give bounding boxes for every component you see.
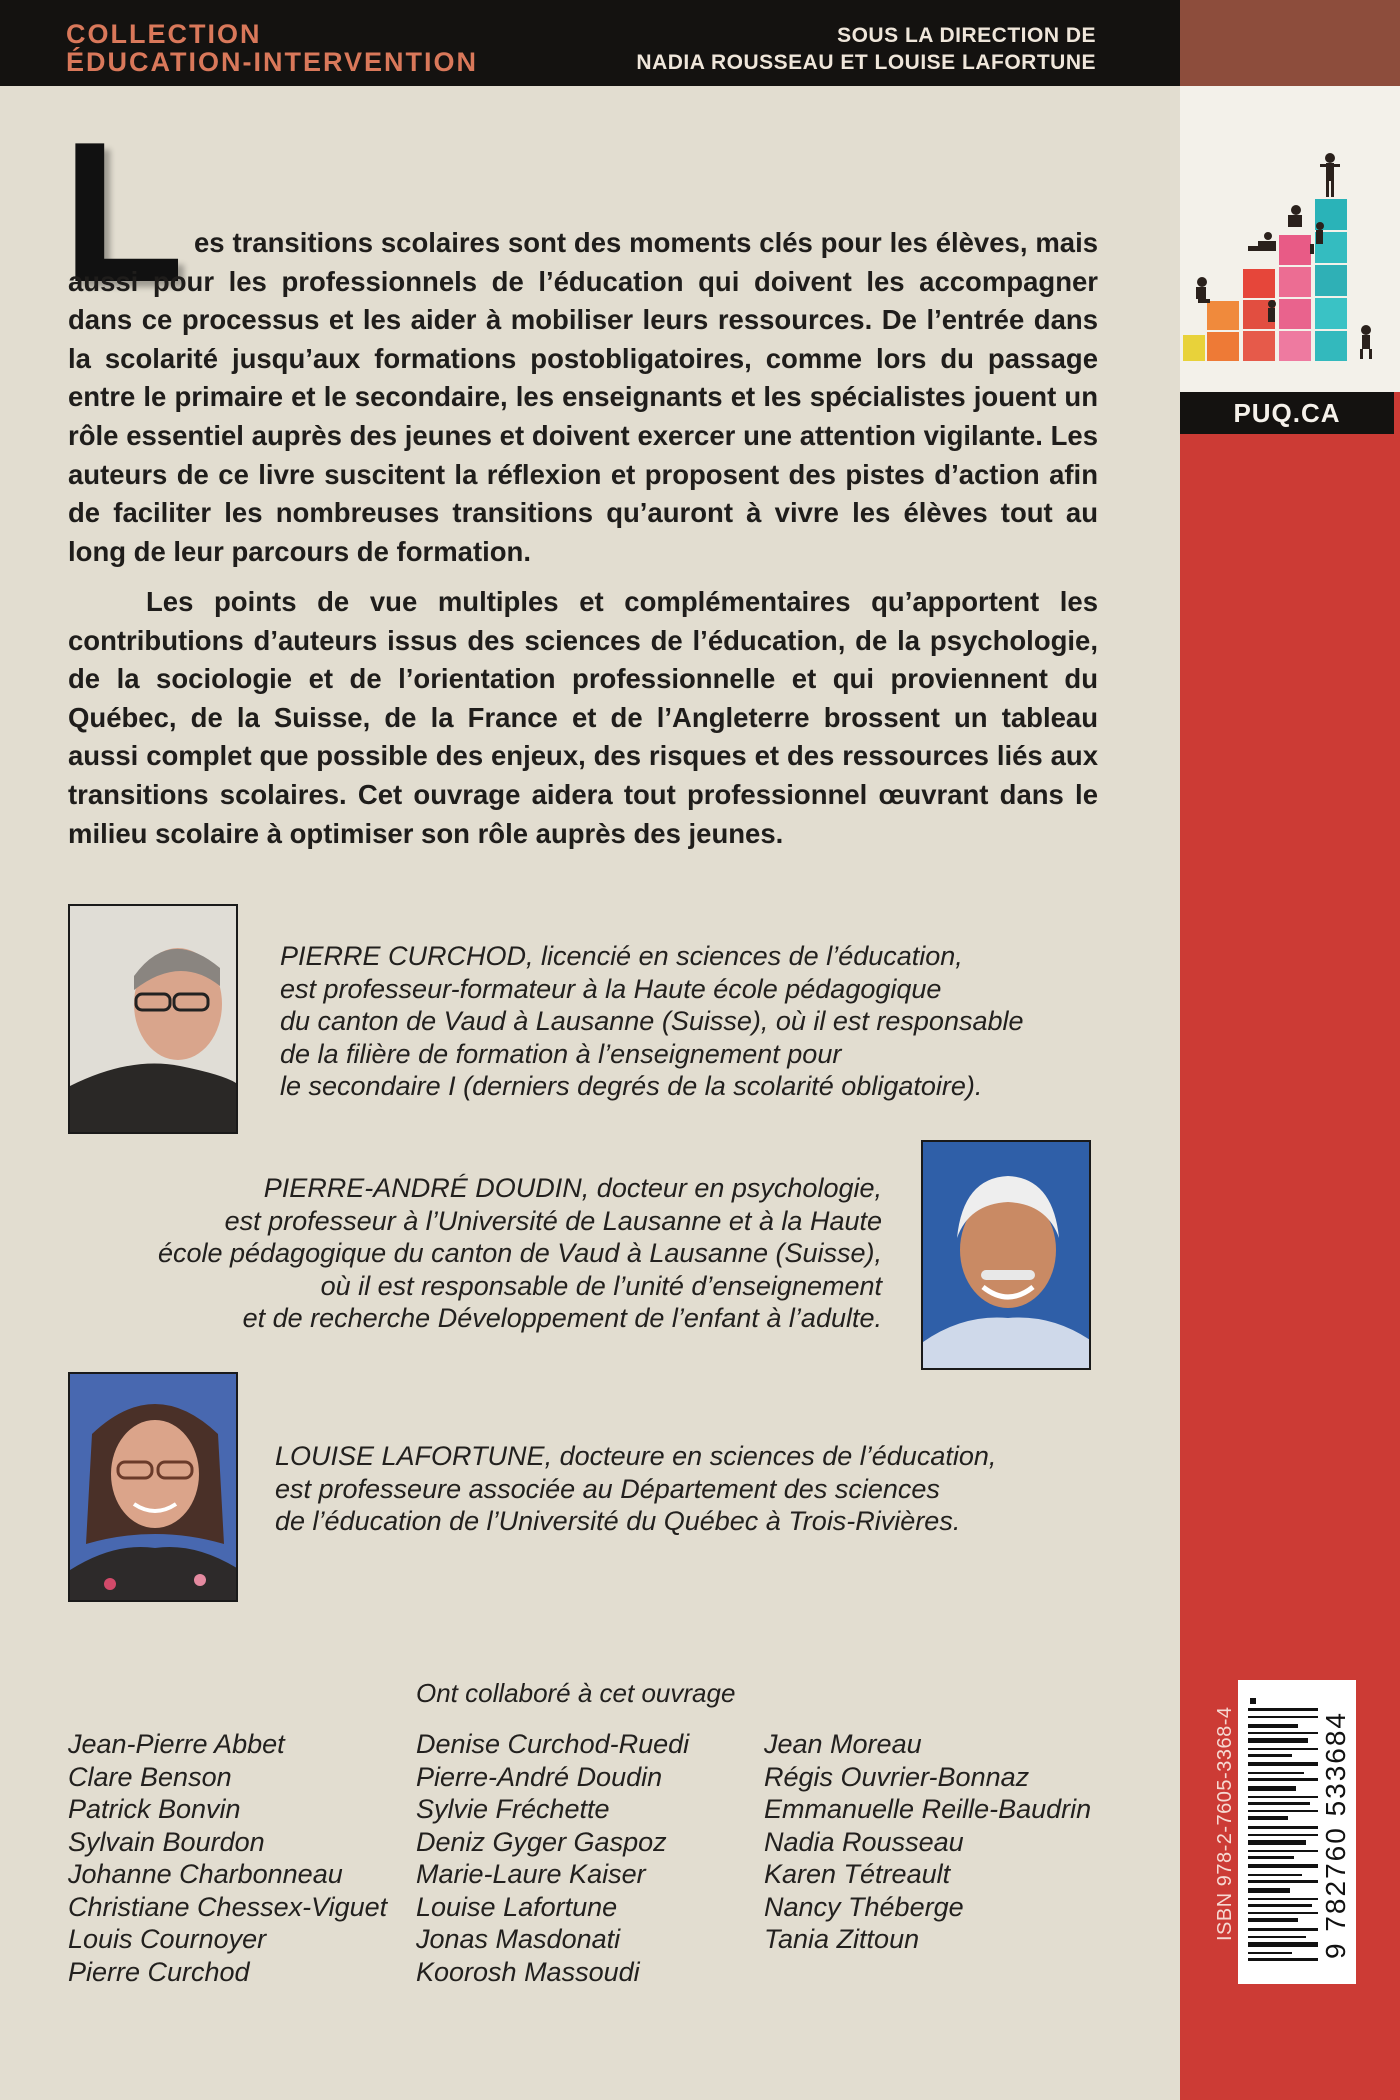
summary-paragraph-1: es transitions scolaires sont des moments clés pour les élèves, mais aussi pour les professionnels de l’éducation qui doivent les accompagner dans ce processus et les aider à mobiliser leurs ressources. De l’entrée dans la scolarité jusqu’aux formations postobligatoires, comme lors du passage entre le primaire et le secondaire, les enseignants et les spécialistes jouent un rôle essentiel auprès des jeunes et doivent exercer une attention vigilante. Les auteurs de ce livre suscitent la réflexion et proposent des pistes d’action afin de faciliter les nombreuses transitions qu’auront à vivre les élèves tout au long de leur parcours de formation. bbox=[68, 227, 1098, 567]
contributor-name: Nadia Rousseau bbox=[764, 1826, 964, 1857]
stair-blocks-illustration bbox=[1180, 86, 1400, 392]
collection-title bbox=[66, 20, 478, 76]
bio-line: , docteure en sciences de l’éducation, bbox=[544, 1441, 997, 1471]
barcode-digits: 9 782760 533684 bbox=[1320, 1711, 1351, 1959]
contributor-name: Jean Moreau bbox=[764, 1729, 922, 1759]
spine-top-block bbox=[1180, 0, 1400, 86]
contributors-column-1 bbox=[68, 1728, 387, 1988]
contributors-column-3 bbox=[764, 1728, 1091, 1956]
portrait-icon bbox=[923, 1142, 1091, 1370]
editors-credit bbox=[636, 22, 1096, 76]
bio-line: de la filière de formation à l’enseignement pour bbox=[280, 1038, 842, 1069]
portrait-icon bbox=[70, 1374, 238, 1602]
contributor-name: Karen Tétreault bbox=[764, 1859, 951, 1889]
contributor-name: Sylvain Bourdon bbox=[68, 1826, 265, 1857]
contributor-name: Nancy Théberge bbox=[764, 1891, 964, 1922]
contributor-name: Johanne Charbonneau bbox=[68, 1859, 343, 1889]
bio-line: , licencié en sciences de l’éducation, bbox=[526, 941, 963, 971]
author-name: LOUISE LAFORTUNE bbox=[275, 1441, 545, 1471]
bio-line: , docteur en psychologie, bbox=[581, 1173, 882, 1203]
direction-line-1: SOUS LA DIRECTION DE bbox=[837, 24, 1096, 47]
bio-line: est professeure associée au Département des sciences bbox=[275, 1473, 940, 1504]
bio-line: est professeur-formateur à la Haute école pédagogique bbox=[280, 973, 942, 1004]
bio-line: et de recherche Développement de l’enfant à l’adulte. bbox=[242, 1303, 882, 1333]
author-name: PIERRE CURCHOD bbox=[280, 941, 527, 971]
drop-cap: L bbox=[62, 101, 185, 324]
contributor-name: Deniz Gyger Gaspoz bbox=[416, 1826, 667, 1857]
contributor-name: Jean-Pierre Abbet bbox=[68, 1729, 285, 1759]
author-bio-curchod bbox=[280, 940, 1024, 1103]
author-bio-lafortune bbox=[275, 1440, 996, 1538]
portrait-icon bbox=[70, 906, 238, 1134]
website-label: PUQ.CA bbox=[1180, 392, 1394, 434]
contributor-name: Régis Ouvrier-Bonnaz bbox=[764, 1761, 1030, 1792]
author-photo-doudin bbox=[921, 1140, 1091, 1370]
contributor-name: Denise Curchod-Ruedi bbox=[416, 1729, 690, 1759]
isbn-number: ISBN 978-2-7605-3368-4 bbox=[1214, 1706, 1236, 1942]
contributor-name: Koorosh Massoudi bbox=[416, 1956, 640, 1987]
bio-line: de l’éducation de l’Université du Québec à Trois-Rivières. bbox=[275, 1506, 961, 1536]
collection-line-1: COLLECTION bbox=[66, 19, 262, 49]
contributor-name: Sylvie Fréchette bbox=[416, 1794, 610, 1824]
summary-paragraph-2: Les points de vue multiples et complémentaires qu’apportent les contributions d’auteurs issus des sciences de l’éducation, de la psychologie, de la sociologie et de l’orientation professionnelle et qui proviennent du Québec, de la Suisse, de la France et de l’Angleterre brossent un tableau aussi complet que possible des enjeux, des risques et des ressources liés aux transitions scolaires. Cet ouvrage aidera tout professionnel œuvrant dans le milieu scolaire à optimiser son rôle auprès des jeunes. bbox=[68, 586, 1098, 849]
contributor-name: Louise Lafortune bbox=[416, 1891, 618, 1922]
bio-line: du canton de Vaud à Lausanne (Suisse), où il est responsable bbox=[280, 1006, 1024, 1036]
author-photo-curchod bbox=[68, 904, 238, 1134]
contributor-name: Patrick Bonvin bbox=[68, 1794, 241, 1824]
contributor-name: Jonas Masdonati bbox=[416, 1924, 621, 1954]
contributor-name: Emmanuelle Reille-Baudrin bbox=[764, 1794, 1092, 1824]
contributors-column-2 bbox=[416, 1728, 689, 1988]
header-bar bbox=[0, 0, 1180, 86]
bio-line: est professeur à l’Université de Lausanne et à la Haute bbox=[224, 1205, 882, 1236]
direction-line-2: NADIA ROUSSEAU ET LOUISE LAFORTUNE bbox=[636, 51, 1096, 74]
contributor-name: Tania Zittoun bbox=[764, 1924, 920, 1954]
contributor-name: Marie-Laure Kaiser bbox=[416, 1859, 646, 1889]
contributor-name: Pierre Curchod bbox=[68, 1956, 250, 1987]
contributors-title: Ont collaboré à cet ouvrage bbox=[416, 1678, 736, 1708]
bio-line: école pédagogique du canton de Vaud à Lausanne (Suisse), bbox=[157, 1238, 882, 1268]
bio-line: où il est responsable de l’unité d’enseignement bbox=[320, 1270, 882, 1301]
stair-blocks-icon bbox=[1180, 86, 1400, 392]
collection-line-2: ÉDUCATION-INTERVENTION bbox=[66, 47, 479, 77]
bio-line: le secondaire I (derniers degrés de la scolarité obligatoire). bbox=[280, 1071, 983, 1101]
contributor-name: Pierre-André Doudin bbox=[416, 1761, 663, 1792]
contributor-name: Louis Cournoyer bbox=[68, 1924, 267, 1954]
author-bio-doudin bbox=[158, 1172, 882, 1335]
author-photo-lafortune bbox=[68, 1372, 238, 1602]
author-name: PIERRE-ANDRÉ DOUDIN bbox=[263, 1173, 582, 1203]
contributor-name: Christiane Chessex-Viguet bbox=[68, 1891, 388, 1922]
contributor-name: Clare Benson bbox=[68, 1761, 232, 1792]
